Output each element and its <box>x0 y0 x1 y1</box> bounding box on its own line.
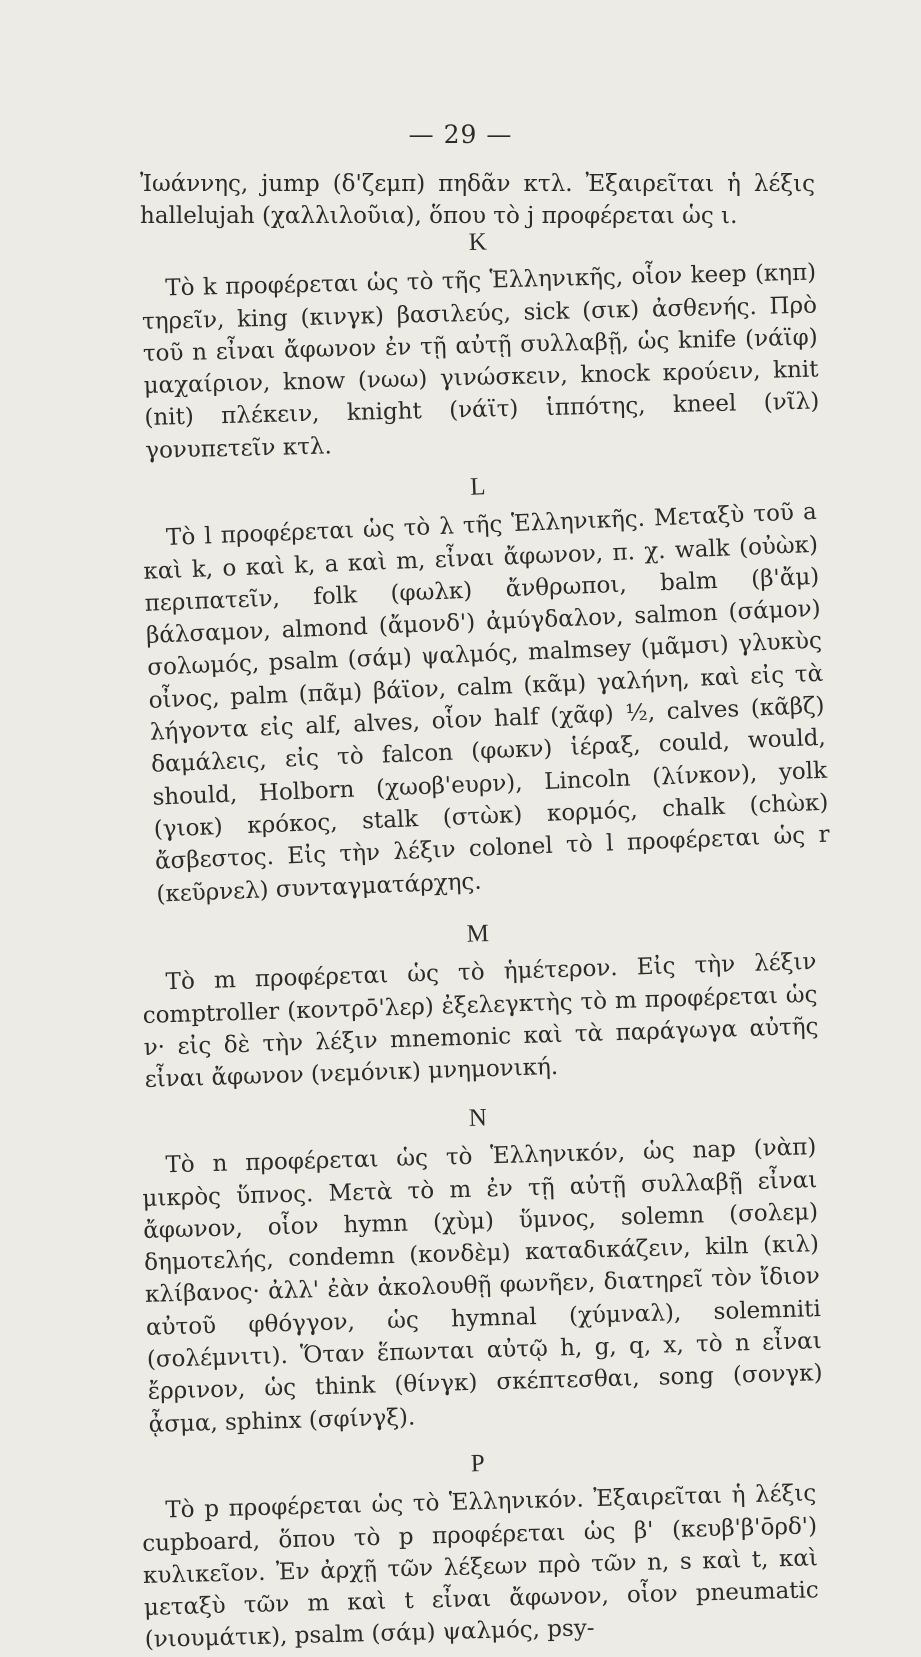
section-paragraph-n: Τὸ n προφέρεται ὡς τὸ Ἑλληνικόν, ὡς nap (νὰπ) μικρὸς ὕπνος. Μετὰ τὸ m ἐν τῇ αὐτῇ συλλαβῇ εἶναι ἄφωνον, οἷον hymn (χὺμ) ὕμνος, solemn (σολεμ) δημοτελής, condemn (κονδὲμ) καταδικάζειν, kiln (κιλ) κλίβανος· ἀλλ' ἐὰν ἀκολουθῇ φωνῆεν, διατηρεῖ τὸν ἴδιον αὐτοῦ φθόγγον, ὡς hymnal (χύμναλ), solemniti (σολέμνιτι). Ὅταν ἕπωνται αὐτῷ h, g, q, x, τὸ n εἶναι ἔρρινον, ὡς think (θίνγκ) σκέπτεσθαι, song (σονγκ) ᾆσμα, sphinx (σφίνγξ). <box>142 1134 823 1438</box>
section-m <box>140 907 820 1096</box>
section-l <box>140 458 832 911</box>
section-k <box>140 218 820 467</box>
section-heading-l: L <box>469 472 487 501</box>
page-body <box>140 168 831 1657</box>
section-paragraph-p: Τὸ p προφέρεται ὡς τὸ Ἑλληνικόν. Ἐξαιρεῖται ἡ λέξις cupboard, ὅπου τὸ p προφέρεται ὡς β' (κευβ'β'ōρδ') κυλικεῖον. Ἐν ἀρχῇ τῶν λέξεων πρὸ τῶν n, s καὶ t, καὶ μεταξὺ τῶν m καὶ t εἶναι ἄφωνον, οἷον pneumatic (νιουμάτικ), psalm (σάμ) ψαλμός, psy- <box>141 1480 820 1654</box>
page-number: — 29 — <box>408 120 513 149</box>
section-paragraph-l: Τὸ l προφέρεται ὡς τὸ λ τῆς Ἑλληνικῆς. Μεταξὺ τοῦ a καὶ k, o καὶ k, a καὶ m, εἶναι ἄφωνον, π. χ. walk (οὐὼκ) περιπατεῖν, folk (φωλκ) ἄνθρωποι, balm (β'ἄμ) βάλσαμον, almond (ἄμονδ') ἀμύγδαλον, salmon (σάμον) σολωμός, psalm (σάμ) ψαλμός, malmsey (μᾶμσι) γλυκὺς οἶνος, palm (πᾶμ) βάϊον, calm (κᾶμ) γαλήνη, καὶ εἰς τὰ λήγοντα εἰς alf, alves, οἷον half (χᾶφ) ½, calves (κᾶβζ) δαμάλεις, εἰς τὸ falcon (φωκν) ἱέραξ, could, would, should, Holborn (χωοβ'eυρν), Lincoln (λίνκον), yolk (γιοκ) κρόκος, stalk (στὼκ) κορμός, chalk (chὼκ) ἄσβεστος. Εἰς τὴν λέξιν colonel τὸ l προφέρεται ὡς r (κεῦρνελ) συνταγματάρχης. <box>142 498 831 907</box>
section-paragraph-k: Τὸ k προφέρεται ὡς τὸ τῆς Ἑλληνικῆς, οἷον keep (κηπ) τηρεῖν, king (κινγκ) βασιλεύς, sick (σικ) ἀσθενής. Πρὸ τοῦ n εἶναι ἄφωνον ἐν τῇ αὐτῇ συλλαβῇ, ὡς knife (νάϊφ) μαχαίριον, know (νωω) γινώσκειν, knock κρούειν, knit (nit) πλέκειν, knight (νάϊτ) ἱππότης, kneel (νῖλ) γονυπετεῖν κτλ. <box>141 259 820 464</box>
section-heading-n: N <box>468 1104 488 1132</box>
intro-paragraph: Ἰωάννης, jump (δ'ζεμπ) πηδᾶν κτλ. Ἐξαιρεῖται ἡ λέξις hallelujah (χαλλιλοῦια), ὅπου τὸ j προφέρεται ὡς ι. <box>140 171 815 230</box>
section-paragraph-m: Τὸ m προφέρεται ὡς τὸ ἡμέτερον. Εἰς τὴν λέξιν comptroller (κοντρō'λερ) ἐξελεγκτὴς τὸ m προφέρεται ὡς ν· εἰς δὲ τὴν λέξιν mnemonic καὶ τὰ παράγωγα αὐτῆς εἶναι ἄφωνον (νεμόνικ) μνημονική. <box>142 948 819 1093</box>
section-heading-m: M <box>466 919 490 948</box>
section-p <box>140 1439 820 1656</box>
section-n <box>140 1093 824 1441</box>
section-heading-k: K <box>468 228 488 256</box>
section-heading-p: P <box>470 1449 486 1478</box>
